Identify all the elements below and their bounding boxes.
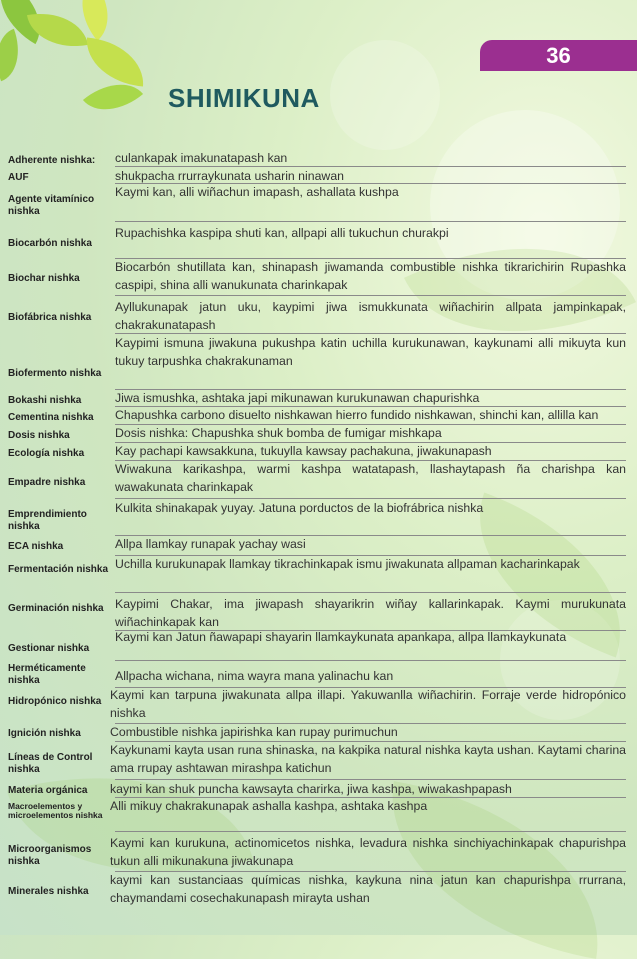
- glossary-entry: [8, 556, 626, 593]
- glossary-definition: Chapushka carbono disuelto nishkawan hierro fundido nishkawan, shinchi kan, allilla kan: [115, 408, 599, 422]
- glossary-entry: [8, 443, 626, 461]
- glossary-term: Fermentación nishka: [8, 564, 109, 575]
- glossary-entry: [8, 688, 626, 724]
- glossary-term: Minerales nishka: [8, 886, 89, 897]
- glossary-definition: Kaykunami kayta usan runa shinaska, na kakpika natural nishka kayta ushan. Kaytami charina ama rrupay ashtawan mirashpa katichun: [110, 743, 626, 775]
- glossary-term: Agente vitamínico nishka: [8, 194, 95, 217]
- glossary-definition: Dosis nishka: Chapushka shuk bomba de fumigar mishkapa: [115, 426, 442, 440]
- glossary-definition: Uchilla kurukunapak llamkay tikrachinkapak ismu jiwakunata allpaman kacharinkapak: [115, 557, 580, 571]
- glossary-definition: Kaymi kan Jatun ñawapapi shayarin llamkaykunata apankapa, allpa llamkaykunata: [115, 630, 567, 644]
- glossary-term: Bokashi nishka: [8, 395, 82, 406]
- glossary-term: Empadre nishka: [8, 477, 86, 488]
- glossary-definition: Alli mikuy chakrakunapak ashalla kashpa, ashtaka kashpa: [110, 799, 428, 813]
- glossary-entry: [8, 631, 626, 661]
- glossary-term: Germinación nishka: [8, 603, 104, 614]
- glossary-definition: Kay pachapi kawsakkuna, tukuylla kawsay pachakuna, jiwakunapash: [115, 444, 492, 458]
- glossary-definition: Allpacha wichana, nima wayra mana yalinachu kan: [115, 669, 394, 683]
- glossary-entry: [8, 872, 626, 912]
- glossary-term: Microorganismos nishka: [8, 844, 92, 867]
- glossary-entry: [8, 661, 626, 688]
- glossary-definition: Biocarbón shutillata kan, shinapash jiwamanda combustible nishka tikrarichirin Rupashka caspipi, shina alli wanukunata charinkapak: [115, 260, 626, 292]
- glossary-definition: kaymi kan sustanciaas químicas nishka, kaykuna nina jatun kan chapurishpa rrurrana, chaymandami cosechakunapash miraytа ushan: [110, 873, 626, 905]
- glossary-entry: [8, 184, 626, 222]
- glossary-entry: [8, 425, 626, 443]
- glossary-term: Biochar nishka: [8, 273, 80, 284]
- glossary-entry: [8, 222, 626, 259]
- bokeh-light: [330, 40, 440, 150]
- glossary-term: Dosis nishka: [8, 430, 70, 441]
- glossary-term: Adherente nishka:: [8, 155, 96, 166]
- glossary-definition: Ayllukunapak jatun uku, kaypimi jiwa ismukkunata wiñachirin allpata jampinkapak, chakrakunatapash: [115, 300, 626, 332]
- glossary-entry: [8, 742, 626, 780]
- glossary-entry: [8, 536, 626, 556]
- glossary-term: Biocarbón nishka: [8, 238, 92, 249]
- glossary-entry: [8, 593, 626, 631]
- glossary-definition: Kaypimi Chakar, ima jiwapash shayarikrin wiñay kallarinkapak. Kaymi murukunata wiñachinkapak kan: [115, 597, 626, 629]
- glossary-term: Biofermento nishka: [8, 368, 102, 379]
- glossary-definition: Kaypimi ismuna jiwakuna pukushpa katin uchilla kurukunawan, kaykunami alli mikuyta kun tukuy tarpushka chakrakunaman: [115, 336, 626, 368]
- glossary-entry: [8, 407, 626, 425]
- glossary-definition: Wiwakuna karikashpa, warmi kashpa watatapash, llashaytapash ña charishpa kan wawakunata charinkapak: [115, 462, 626, 494]
- glossary-entry: [8, 832, 626, 872]
- glossary-term: Herméticamente nishka: [8, 663, 86, 686]
- glossary-definition: Kulkita shinakapak yuyay. Jatuna porductos de la biofrábrica nishka: [115, 501, 484, 515]
- glossary-entry: [8, 334, 626, 390]
- glossary-term: Gestionar nishka: [8, 643, 90, 654]
- page-number-tab: 36: [480, 40, 637, 71]
- glossary-entry: [8, 259, 626, 296]
- glossary-definition: Kaymi kan kurukuna, actinomicetos nishka, levadura nishka sinchiyachinkapak chapurishpa tukun alli mikunakuna jiwakunapa: [110, 836, 626, 868]
- glossary-term: Macroelementos y microelementos nishka: [8, 801, 103, 820]
- glossary-entry: [8, 167, 626, 184]
- glossary-definition: Rupachishka kaspipa shuti kan, allpapi alli tukuchun churakpi: [115, 226, 449, 240]
- glossary-definition: kaymi kan shuk puncha kawsayta charirka, jiwa kashpa, wiwakashpapash: [110, 782, 512, 796]
- page-title: SHIMIKUNA: [168, 83, 320, 113]
- glossary-term: Emprendimiento nishka: [8, 509, 87, 532]
- glossary-term: Materia orgánica: [8, 785, 88, 796]
- glossary-definition: culankapak imakunatapash kan: [115, 151, 288, 165]
- glossary-entry: [8, 780, 626, 798]
- glossary-definition: Combustible nishka japirishka kan rupay purimuchun: [110, 725, 398, 739]
- glossary-term: Cementina nishka: [8, 412, 94, 423]
- glossary-term: AUF: [8, 172, 29, 183]
- glossary-term: Hidropónico nishka: [8, 696, 102, 707]
- glossary-term: ECA nishka: [8, 541, 64, 552]
- glossary-definition: Kaymi kan tarpuna jiwakunata allpa illapi. Yakuwanlla wiñachirin. Forraje verde hidropónico nishka: [110, 688, 626, 720]
- glossary-entry: [8, 798, 626, 832]
- glossary-definition: Kaymi kan, alli wiñachun imapash, ashallata kushpa: [115, 185, 399, 199]
- glossary-entry: [8, 296, 626, 334]
- glossary-entry: [8, 150, 626, 167]
- glossary-entry: [8, 390, 626, 407]
- glossary-term: Biofábrica nishka: [8, 312, 92, 323]
- glossary-definition: Jiwa ismushka, ashtaka japi mikunawan kurukunawan chapurishka: [115, 391, 480, 405]
- glossary-term: Ignición nishka: [8, 728, 81, 739]
- glossary-entry: [8, 461, 626, 499]
- glossary-entry: [8, 499, 626, 536]
- glossary-term: Líneas de Control nishka: [8, 752, 93, 775]
- glossary-definition: shukpacha rrurraykunata usharin ninawan: [115, 169, 344, 183]
- glossary-entry: [8, 724, 626, 742]
- glossary-term: Ecología nishka: [8, 448, 85, 459]
- glossary-definition: Allpa llamkay runapak yachay wasi: [115, 537, 306, 551]
